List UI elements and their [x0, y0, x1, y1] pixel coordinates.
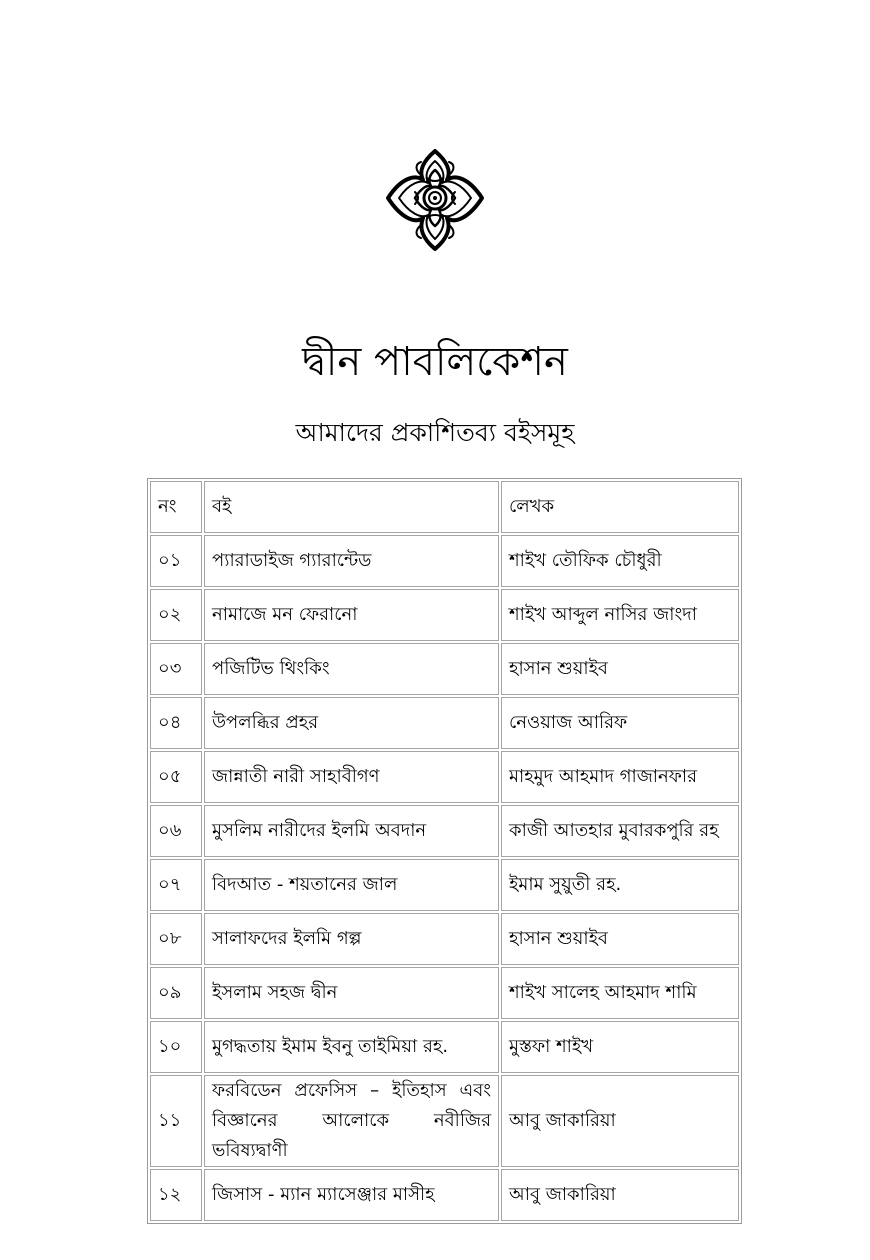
- row-number: ১১: [150, 1075, 202, 1167]
- book-title: পজিটিভ থিংকিং: [204, 643, 499, 695]
- book-author: শাইখ তৌফিক চৌধুরী: [501, 535, 739, 587]
- header-no: নং: [150, 481, 202, 533]
- row-number: ০৯: [150, 967, 202, 1019]
- row-number: ০৬: [150, 805, 202, 857]
- table-row: [150, 805, 739, 857]
- table-row: [150, 913, 739, 965]
- page-title: দ্বীন পাবলিকেশন: [302, 339, 568, 385]
- table-row: [150, 751, 739, 803]
- table-row: [150, 1169, 739, 1221]
- book-author: আবু জাকারিয়া: [501, 1075, 739, 1167]
- table-row: [150, 643, 739, 695]
- table-row: [150, 535, 739, 587]
- header-book: বই: [204, 481, 499, 533]
- book-title: মুগদ্ধতায় ইমাম ইবনু তাইমিয়া রহ.: [204, 1021, 499, 1073]
- book-author: হাসান শুয়াইব: [501, 643, 739, 695]
- book-title: সালাফদের ইলমি গল্প: [204, 913, 499, 965]
- row-number: ১০: [150, 1021, 202, 1073]
- table-header-row: [150, 481, 739, 533]
- book-title: জান্নাতী নারী সাহাবীগণ: [204, 751, 499, 803]
- header-author: লেখক: [501, 481, 739, 533]
- row-number: ১২: [150, 1169, 202, 1221]
- book-title: ইসলাম সহজ দ্বীন: [204, 967, 499, 1019]
- book-author: কাজী আতহার মুবারকপুরি রহ: [501, 805, 739, 857]
- row-number: ০৫: [150, 751, 202, 803]
- row-number: ০১: [150, 535, 202, 587]
- book-title: নামাজে মন ফেরানো: [204, 589, 499, 641]
- book-title: জিসাস - ম্যান ম্যাসেঞ্জার মাসীহ: [204, 1169, 499, 1221]
- page-subtitle: আমাদের প্রকাশিতব্য বইসমূহ: [295, 418, 575, 447]
- book-title: উপলব্ধির প্রহর: [204, 697, 499, 749]
- book-author: মুস্তফা শাইখ: [501, 1021, 739, 1073]
- row-number: ০৮: [150, 913, 202, 965]
- floral-ornament-icon: [385, 148, 485, 252]
- table-row: [150, 967, 739, 1019]
- book-author: মাহমুদ আহমাদ গাজানফার: [501, 751, 739, 803]
- table-row: [150, 697, 739, 749]
- book-title: প্যারাডাইজ গ্যারান্টেড: [204, 535, 499, 587]
- row-number: ০৪: [150, 697, 202, 749]
- table-row: [150, 1021, 739, 1073]
- table-row: [150, 859, 739, 911]
- book-author: শাইখ সালেহ আহমাদ শামি: [501, 967, 739, 1019]
- table-row: [150, 589, 739, 641]
- row-number: ০২: [150, 589, 202, 641]
- book-title: ফরবিডেন প্রফেসিস – ইতিহাস এবং বিজ্ঞানের আলোকে নবীজির ভবিষ্যদ্বাণী: [204, 1075, 499, 1167]
- row-number: ০৩: [150, 643, 202, 695]
- book-author: হাসান শুয়াইব: [501, 913, 739, 965]
- book-author: শাইখ আব্দুল নাসির জাংদা: [501, 589, 739, 641]
- book-author: ইমাম সুয়ুতী রহ.: [501, 859, 739, 911]
- book-table: [147, 478, 742, 1224]
- book-author: নেওয়াজ আরিফ: [501, 697, 739, 749]
- book-title: বিদআত - শয়তানের জাল: [204, 859, 499, 911]
- book-author: আবু জাকারিয়া: [501, 1169, 739, 1221]
- row-number: ০৭: [150, 859, 202, 911]
- table-row: [150, 1075, 739, 1167]
- book-title: মুসলিম নারীদের ইলমি অবদান: [204, 805, 499, 857]
